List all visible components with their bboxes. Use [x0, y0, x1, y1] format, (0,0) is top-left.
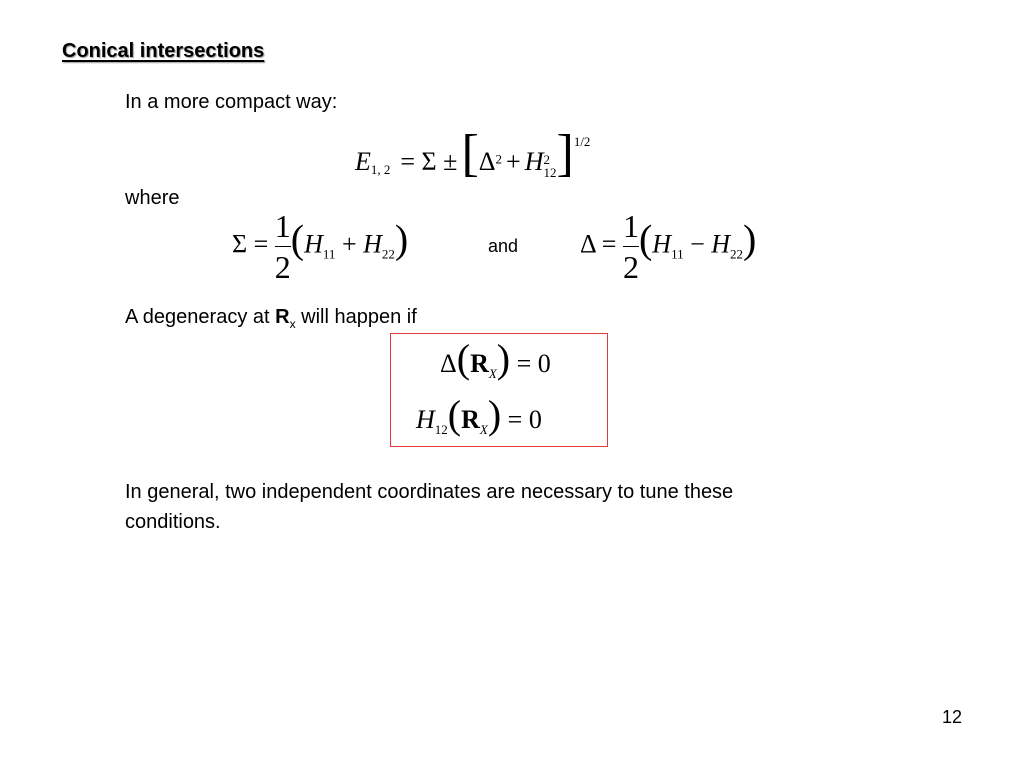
sigma-lhs: Σ = — [232, 229, 269, 259]
general-line-1: In general, two independent coordinates are necessary to tune these — [125, 481, 734, 503]
degeneracy-text — [125, 306, 417, 331]
cond1-x: X — [488, 366, 497, 382]
delta-h2-sub: 22 — [730, 246, 744, 262]
coupling-superscript: 2 — [543, 152, 550, 168]
coupling-symbol: H — [524, 147, 544, 176]
cond2-right-paren: ) — [487, 392, 502, 437]
delta-numerator: 1 — [622, 208, 639, 244]
right-bracket: ] — [556, 125, 574, 182]
sigma-h2-sub: 22 — [381, 246, 395, 262]
delta-equation — [580, 210, 756, 283]
coupling-subscript: 12 — [543, 165, 557, 181]
cond1-delta: Δ — [440, 349, 457, 378]
energy-symbol: E — [355, 147, 371, 176]
sigma-fraction — [275, 210, 291, 283]
delta-operator: − — [690, 229, 705, 259]
sigma-numerator: 1 — [274, 208, 291, 244]
cond2-left-paren: ( — [447, 392, 462, 437]
sigma-h2: H — [363, 229, 382, 259]
delta-h1-sub: 11 — [671, 246, 684, 262]
degeneracy-prefix: A degeneracy at — [125, 306, 276, 328]
and-text: and — [488, 236, 519, 256]
plus-operator: + — [506, 147, 521, 176]
sigma-left-paren: ( — [290, 216, 305, 262]
delta-h2: H — [711, 229, 731, 259]
condition-1 — [440, 336, 551, 382]
energy-equation — [355, 125, 591, 182]
energy-subscript: 1, 2 — [370, 162, 391, 178]
sigma-equation — [232, 210, 408, 283]
sigma-operator: + — [341, 229, 357, 259]
delta-left-paren: ( — [638, 216, 653, 262]
delta-lhs: Δ = — [580, 229, 617, 259]
delta-symbol: Δ — [478, 147, 496, 176]
cond2-h-sub: 12 — [434, 422, 448, 438]
general-line-2: conditions. — [125, 511, 221, 533]
general-text — [125, 477, 733, 537]
power-exponent: 1/2 — [573, 134, 591, 149]
cond2-rhs: = 0 — [507, 405, 542, 434]
left-bracket: [ — [461, 125, 479, 182]
sigma-h1: H — [304, 229, 323, 259]
cond2-r: R — [461, 405, 480, 434]
condition-2 — [416, 392, 542, 438]
cond2-h: H — [416, 405, 435, 434]
slide-title: Conical intersections — [62, 40, 265, 62]
cond1-r: R — [470, 349, 489, 378]
where-text: where — [125, 187, 180, 209]
delta-squared: 2 — [495, 151, 503, 167]
degeneracy-sub-x: x — [289, 317, 296, 331]
cond1-right-paren: ) — [496, 336, 511, 381]
sigma-right-paren: ) — [394, 216, 409, 262]
delta-fraction — [623, 210, 639, 283]
energy-equals-sigma-pm: = Σ ± — [400, 147, 458, 176]
delta-right-paren: ) — [743, 216, 757, 262]
delta-denominator: 2 — [622, 249, 639, 285]
sigma-h1-sub: 11 — [322, 246, 336, 262]
degeneracy-suffix: will happen if — [295, 306, 417, 328]
intro-text: In a more compact way: — [125, 91, 338, 113]
sigma-denominator: 2 — [274, 249, 291, 285]
page-number: 12 — [941, 707, 962, 727]
cond2-x: X — [479, 422, 488, 438]
delta-h1: H — [652, 229, 672, 259]
cond1-rhs: = 0 — [516, 349, 551, 378]
degeneracy-bold-r: R — [275, 306, 290, 328]
cond1-left-paren: ( — [456, 336, 471, 381]
